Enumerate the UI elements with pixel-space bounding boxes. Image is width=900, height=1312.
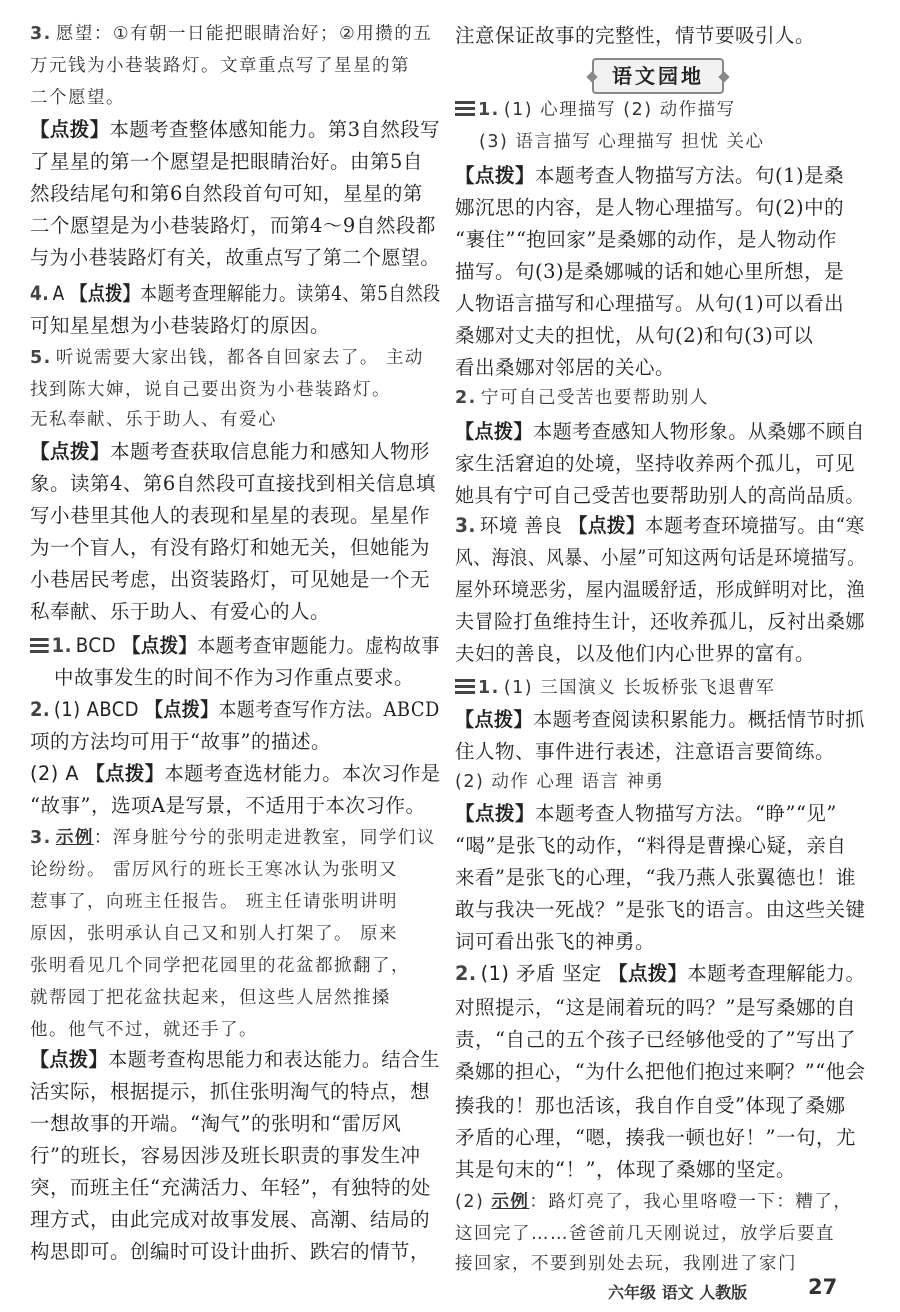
line-text: 娜沉思的内容，是人物心理描写。句(2)中的 bbox=[455, 196, 845, 219]
text-line bbox=[455, 1094, 845, 1118]
answer-prefix: 环境 善良 bbox=[479, 514, 569, 537]
answer-prefix: (1) 矛盾 坚定 bbox=[480, 962, 609, 985]
hint-tag: 【点拨】 bbox=[608, 962, 688, 985]
line-text: (3) 语言描写 心理描写 担忧 关心 bbox=[479, 132, 765, 152]
text-line bbox=[30, 890, 398, 914]
answer-prefix: BCD bbox=[75, 634, 123, 657]
hint-tag: 【点拨】 bbox=[568, 514, 646, 537]
line-text: (1) 三国演义 长坂桥张飞退曹军 bbox=[503, 678, 776, 698]
text-line bbox=[30, 472, 436, 496]
hint-tag: 【点拨】 bbox=[30, 440, 111, 463]
text-line bbox=[30, 346, 424, 370]
text-line bbox=[455, 1190, 852, 1214]
line-text: 原因，张明承认自己又和别人打架了。 原来 bbox=[30, 924, 399, 944]
hint-tag: 【点拨】 bbox=[455, 708, 534, 731]
text-line bbox=[30, 54, 410, 78]
line-text: ：路灯亮了，我心里咯噔一下：糟了， bbox=[529, 1192, 853, 1212]
text-line bbox=[455, 514, 865, 538]
line-text: 张明看见几个同学把花园里的花盆都掀翻了， bbox=[30, 956, 410, 976]
line-text: 这回完了……爸爸前几天刚说过，放学后要直 bbox=[455, 1224, 835, 1244]
text-line bbox=[30, 730, 331, 754]
text-line bbox=[30, 1208, 430, 1232]
text-line bbox=[455, 292, 844, 316]
line-text: 为一个盲人，有没有路灯和她无关，但她能为 bbox=[30, 536, 431, 559]
hint-tag: 【点拨】 bbox=[455, 420, 534, 443]
line-text: 本题考查人物描写方法。句(1)是桑 bbox=[535, 164, 845, 187]
line-text: 构思即可。创编时可设计曲折、跌宕的情节， bbox=[30, 1240, 431, 1263]
text-line bbox=[455, 164, 844, 188]
hint-tag: 【点拨】 bbox=[30, 118, 110, 141]
line-text: 他。他气不过，就还手了。 bbox=[30, 1020, 258, 1040]
line-text: 揍我的！那也活该，我自作自受”体现了桑娜 bbox=[455, 1094, 846, 1117]
text-line bbox=[455, 1252, 797, 1276]
item-number: 2. bbox=[455, 962, 477, 985]
item-number: 3. bbox=[30, 828, 52, 848]
text-line bbox=[30, 86, 125, 110]
text-line bbox=[455, 98, 736, 122]
text-line bbox=[455, 578, 865, 602]
line-text: 本题考查理解能力。 bbox=[687, 962, 866, 985]
line-text: 住人物、事件进行表述，注意语言要简练。 bbox=[455, 740, 836, 763]
line-text: 二个愿望。 bbox=[30, 88, 125, 108]
text-line bbox=[30, 986, 391, 1010]
text-line bbox=[455, 1060, 866, 1084]
text-line bbox=[30, 440, 430, 464]
line-text: 宁可自己受苦也要帮助别人 bbox=[480, 388, 709, 408]
item-number: 4. bbox=[30, 282, 50, 305]
line-text: 桑娜对丈夫的担忧，从句(2)和句(3)可以 bbox=[455, 324, 814, 347]
hint-tag: 【点拨】 bbox=[85, 762, 165, 785]
item-number: 3. bbox=[455, 514, 476, 537]
line-text: 惹事了，向班主任报告。 班主任请张明讲明 bbox=[30, 892, 399, 912]
text-line bbox=[455, 196, 844, 220]
text-line bbox=[30, 246, 440, 270]
text-line bbox=[30, 378, 391, 402]
line-text: 理方式，由此完成对故事发展、高潮、结局的 bbox=[30, 1208, 431, 1231]
section-marker-icon bbox=[455, 100, 475, 117]
text-line bbox=[30, 408, 277, 432]
text-line bbox=[455, 356, 675, 380]
text-line bbox=[455, 260, 844, 284]
section-marker-icon bbox=[30, 637, 49, 654]
line-text: (1) 心理描写 (2) 动作描写 bbox=[503, 100, 736, 120]
line-text: 就帮园丁把花盆扶起来，但这些人居然推搡 bbox=[30, 988, 391, 1008]
line-text: 万元钱为小巷装路灯。文章重点写了星星的第 bbox=[30, 56, 410, 76]
text-line bbox=[455, 420, 865, 444]
line-text: 了星星的第一个愿望是把眼睛治好。由第5自 bbox=[30, 150, 423, 173]
line-text: 本题考查构思能力和表达能力。结合生 bbox=[108, 1048, 440, 1071]
line-text: “裹住”“抱回家”是桑娜的动作，是人物动作 bbox=[455, 228, 837, 251]
text-line bbox=[30, 282, 440, 306]
line-text: 描写。句(3)是桑娜喊的话和她心里所想，是 bbox=[455, 260, 845, 283]
text-line bbox=[455, 228, 837, 252]
text-line bbox=[455, 802, 837, 826]
line-text: 注意保证故事的完整性，情节要吸引人。 bbox=[455, 24, 816, 47]
text-line bbox=[455, 1222, 835, 1246]
text-line bbox=[30, 314, 330, 338]
answer-prefix: (1) ABCD bbox=[53, 698, 146, 721]
line-text: 本题考查获取信息能力和感知人物形 bbox=[110, 440, 431, 463]
line-text: 本题考查选材能力。本次习作是 bbox=[164, 762, 441, 785]
line-text: 小巷居民考虑，出资装路灯，可见她是一个无 bbox=[30, 568, 431, 591]
item-number: 2. bbox=[30, 698, 51, 721]
line-text: 来看”是张飞的心理，“我乃燕人张翼德也！谁 bbox=[455, 866, 856, 889]
text-line bbox=[30, 922, 398, 946]
line-text: 找到陈大婶，说自己要出资为小巷装路灯。 bbox=[30, 380, 391, 400]
text-line bbox=[30, 858, 398, 882]
section-marker-icon bbox=[455, 678, 475, 695]
text-line bbox=[455, 962, 865, 986]
text-line bbox=[54, 666, 414, 690]
section-title: 语文园地 bbox=[592, 58, 724, 94]
line-text: 夫妇的善良，以及他们内心世界的富有。 bbox=[455, 642, 816, 665]
line-text: 本题考查理解能力。读第4、第5自然段 bbox=[139, 282, 441, 305]
line-text: ：浑身脏兮兮的张明走进教室，同学们议 bbox=[93, 828, 436, 848]
text-line bbox=[30, 118, 440, 142]
text-line bbox=[30, 1018, 258, 1042]
text-line bbox=[455, 770, 665, 794]
item-number: 1. bbox=[478, 678, 500, 698]
text-line bbox=[455, 898, 865, 922]
text-line bbox=[455, 546, 865, 570]
hint-tag: 【点拨】 bbox=[30, 1048, 109, 1071]
line-text: 本题考查感知人物形象。从桑娜不顾自 bbox=[533, 420, 865, 443]
text-line bbox=[455, 642, 815, 666]
item-number: 1. bbox=[51, 634, 73, 657]
text-line bbox=[455, 676, 775, 700]
line-text: 屋外环境恶劣，屋内温暖舒适，形成鲜明对比，渔 bbox=[455, 578, 866, 601]
line-text: 看出桑娜对邻居的关心。 bbox=[455, 356, 676, 379]
text-line bbox=[30, 1240, 430, 1264]
text-line bbox=[30, 536, 430, 560]
item-number: 5. bbox=[30, 348, 52, 368]
text-line bbox=[455, 996, 856, 1020]
text-line bbox=[455, 610, 865, 634]
line-text: 突，而班主任“充满活力、年轻”，有独特的处 bbox=[30, 1176, 431, 1199]
answer-prefix: (2) bbox=[455, 1192, 492, 1212]
item-number: 3. bbox=[30, 24, 52, 44]
text-line bbox=[455, 866, 856, 890]
line-text: 愿望：①有朝一日能把眼睛治好；②用攒的五 bbox=[55, 24, 433, 44]
text-line bbox=[455, 708, 865, 732]
line-text: 项的方法均可用于“故事”的描述。 bbox=[30, 730, 331, 753]
hint-tag: 【点拨】 bbox=[455, 164, 536, 187]
line-text: 人物语言描写和心理描写。从句(1)可以看出 bbox=[455, 292, 845, 315]
line-text: 写小巷里其他人的表现和星星的表现。星星作 bbox=[30, 504, 431, 527]
text-line bbox=[455, 386, 709, 410]
text-line bbox=[455, 1126, 856, 1150]
text-line bbox=[30, 698, 440, 722]
line-text: 家生活窘迫的处境，坚持收养两个孤儿，可见 bbox=[455, 452, 856, 475]
text-line bbox=[455, 24, 815, 48]
line-text: 责，“自己的五个孩子已经够他受的了”写出了 bbox=[455, 1028, 856, 1051]
hint-tag: 【点拨】 bbox=[455, 802, 536, 825]
line-text: (2) 动作 心理 语言 神勇 bbox=[455, 772, 665, 792]
text-line bbox=[30, 182, 423, 206]
hint-tag: 【点拨】 bbox=[70, 282, 140, 305]
text-line bbox=[455, 1158, 796, 1182]
text-line bbox=[30, 794, 426, 818]
line-text: 本题考查审题能力。虚构故事 bbox=[197, 634, 440, 657]
text-line bbox=[455, 1028, 856, 1052]
line-text: 活实际，根据提示，抓住张明淘气的特点，想 bbox=[30, 1080, 431, 1103]
text-line bbox=[30, 1048, 440, 1072]
line-text: 桑娜的担心，“为什么把他们抱过来啊？”“他会 bbox=[455, 1060, 866, 1083]
text-line bbox=[30, 826, 436, 850]
text-line bbox=[30, 1112, 401, 1136]
footer-grade: 六年级 语文 人教版 bbox=[608, 1283, 748, 1302]
text-line bbox=[30, 150, 423, 174]
text-line bbox=[30, 762, 441, 786]
line-text: 夫冒险打鱼维持生计，还收养孤儿，反衬出桑娜 bbox=[455, 610, 865, 633]
line-text: 二个愿望是为小巷装路灯，而第4～9自然段都 bbox=[30, 214, 436, 237]
answer-prefix: A bbox=[52, 282, 71, 305]
line-text: 敢与我决一死战？”是张飞的语言。由这些关键 bbox=[455, 898, 866, 921]
text-line bbox=[455, 452, 855, 476]
line-text: 其是句末的“！”，体现了桑娜的坚定。 bbox=[455, 1158, 796, 1181]
item-number: 2. bbox=[455, 388, 477, 408]
text-line bbox=[455, 834, 846, 858]
line-text: 一想故事的开端。“淘气”的张明和“雷厉风 bbox=[30, 1112, 402, 1135]
text-line bbox=[30, 214, 436, 238]
line-text: 接回家，不要到别处去玩，我刚进了家门 bbox=[455, 1254, 797, 1274]
line-text: 然段结尾句和第6自然段首句可知，星星的第 bbox=[30, 182, 423, 205]
text-line bbox=[30, 634, 440, 658]
line-text: 中故事发生的时间不作为习作重点要求。 bbox=[54, 666, 415, 689]
hint-tag: 【点拨】 bbox=[145, 698, 219, 721]
line-text: 听说需要大家出钱，都各自回家去了。 主动 bbox=[55, 348, 424, 368]
text-line bbox=[30, 600, 330, 624]
line-text: 矛盾的心理，“嗯，揍我一顿也好！”一句，尤 bbox=[455, 1126, 856, 1149]
line-text: 本题考查环境描写。由“寒 bbox=[645, 514, 865, 537]
line-text: 私奉献、乐于助人、有爱心的人。 bbox=[30, 600, 331, 623]
line-text: 象。读第4、第6自然段可直接找到相关信息填 bbox=[30, 472, 436, 495]
line-text: 本题考查整体感知能力。第3自然段写 bbox=[109, 118, 441, 141]
text-line bbox=[30, 22, 432, 46]
item-number: 1. bbox=[478, 100, 500, 120]
line-text: 行”的班长，容易因涉及班长职责的事发生冲 bbox=[30, 1144, 421, 1167]
text-line bbox=[30, 1176, 431, 1200]
text-line bbox=[455, 324, 813, 348]
text-line bbox=[455, 740, 835, 764]
line-text: 词可看出张飞的神勇。 bbox=[455, 930, 656, 953]
line-text: 与为小巷装路灯有关，故重点写了第二个愿望。 bbox=[30, 246, 440, 269]
text-line bbox=[30, 504, 430, 528]
text-line bbox=[455, 484, 865, 508]
text-line bbox=[30, 1080, 430, 1104]
example-label: 示例 bbox=[55, 828, 94, 848]
line-text: 本题考查写作方法。ABCD bbox=[218, 698, 440, 721]
text-line bbox=[30, 1144, 420, 1168]
text-line bbox=[30, 954, 410, 978]
hint-tag: 【点拨】 bbox=[122, 634, 198, 657]
line-text: 可知星星想为小巷装路灯的原因。 bbox=[30, 314, 331, 337]
text-line bbox=[479, 130, 765, 154]
line-text: 论纷纷。 雷厉风行的班长王寒冰认为张明又 bbox=[30, 860, 399, 880]
line-text: 无私奉献、乐于助人、有爱心 bbox=[30, 410, 277, 430]
line-text: 本题考查人物描写方法。“睁”“见” bbox=[535, 802, 837, 825]
answer-prefix: (2) A bbox=[30, 762, 86, 785]
line-text: “故事”，选项A是写景，不适用于本次习作。 bbox=[30, 794, 426, 817]
line-text: 风、海浪、风暴、小屋”可知这两句话是环境描写。 bbox=[455, 546, 866, 569]
example-label: 示例 bbox=[491, 1192, 530, 1212]
page-number: 27 bbox=[808, 1275, 838, 1299]
line-text: 她具有宁可自己受苦也要帮助别人的高尚品质。 bbox=[455, 484, 865, 507]
text-line bbox=[455, 930, 655, 954]
line-text: 本题考查阅读积累能力。概括情节时抓 bbox=[533, 708, 865, 731]
line-text: 对照提示，“这是闹着玩的吗？”是写桑娜的自 bbox=[455, 996, 856, 1019]
line-text: “喝”是张飞的动作，“料得是曹操心疑，亲自 bbox=[455, 834, 847, 857]
text-line bbox=[30, 568, 430, 592]
